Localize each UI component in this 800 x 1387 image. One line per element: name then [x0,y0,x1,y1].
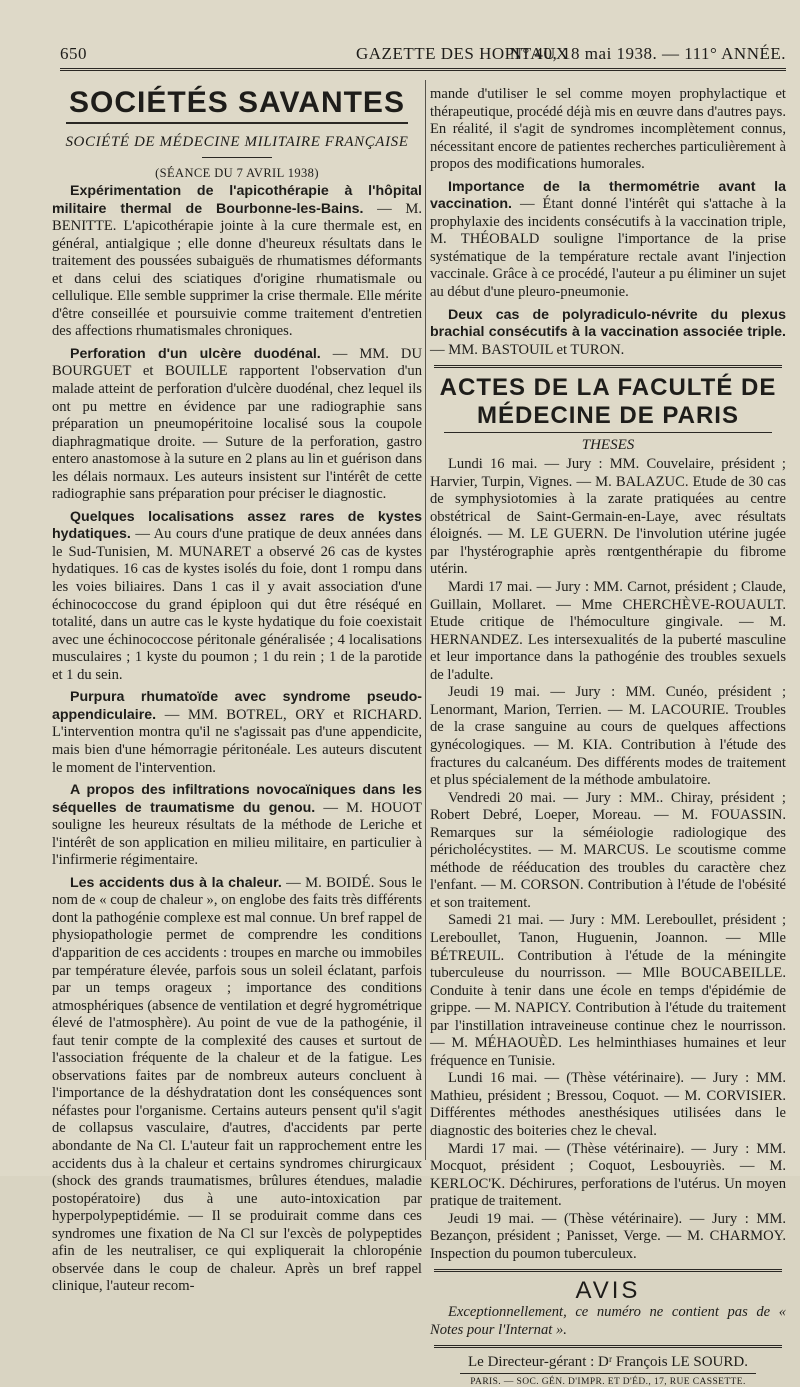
journal-title: GAZETTE DES HOPITAUX [356,44,569,63]
divider [434,365,782,368]
article-title: A propos des infiltrations novocaïniques dans les séquelles de traumatisme du genou. [52,782,422,816]
article-title: Quelques localisations assez rares de kystes hydatiques. [52,508,422,543]
article-title: Importance de la thermométrie avant la vaccination. [430,178,786,213]
thesis-entry: Samedi 21 mai. — Jury : MM. Lereboullet, président ; Lereboullet, Tanon, Huguenin, Joannon. — Mlle BÉTREUIL. Contribution à l'étude de la méningite tuberculeuse du nourrisson. — Mlle BOUCABEILLE. Conduite à tenir dans une école en temps d'épidémie de grippe. — M. NAPICY. Contribution à l'étude du traitement par l'instillation intraveineuse continue chez le nourrisson. — M. MÉHAOUÈD. Les helminthiases humaines et leur fréquence en Tunisie. [430,912,786,1069]
right-column [430,86,786,1387]
article-text: — MM. BOTREL, ORY et RICHARD. L'intervention montra qu'il ne s'agissait pas d'une appendicite, mais bien d'une hémorragie péritonéale. Les auteurs discutent le moment de l'intervention. [52,706,422,776]
left-column [52,86,422,1296]
thesis-entry: Lundi 16 mai. — Jury : MM. Couvelaire, président ; Harvier, Turpin, Vignes. — M. BALAZUC. Etude de 30 cas de symphysiotomies à la zarate pratiquées au centre obstétrical de Saint-Germain-en-Laye, avec résultats éloignés. — M. LE GUERN. De l'involution utérine jugée par l'hystérographie après rœntgenthérapie du fibrome utérin. [430,456,786,578]
article-paragraph [52,346,422,504]
article-text: — Étant donné l'intérêt qui s'attache à la prophylaxie des incidents consécutifs à la vaccination triple, M. THÉOBALD souligne l'importance de la prise systématique de la température rectale avant l'injection vaccinale. Grâce à ce procédé, l'auteur a pu éliminer un sujet au début d'une pleuro-pneumonie. [430,196,786,301]
society-heading: SOCIÉTÉ DE MÉDECINE MILITAIRE FRANÇAISE [65,134,409,150]
divider [444,432,772,433]
director-line: Le Directeur-gérant : Dʳ François LE SOURD. [468,1354,748,1371]
article-paragraph [52,875,422,1296]
article-title: Deux cas de polyradiculo-névrite du plexus brachial consécutifs à la vaccination associée triple. [430,306,786,341]
article-title: Purpura rhumatoïde avec syndrome pseudo-appendiculaire. [52,689,422,723]
article-text: — M. HOUOT souligne les heureux résultats de la méthode de Leriche et l'intérêt de son application en milieu militaire, en particulier à l'infirmerie régimentaire. [52,799,422,869]
imprint-line: PARIS. — SOC. GÉN. D'IMPR. ET D'ÉD., 17, RUE CASSETTE. [470,1377,746,1387]
article-paragraph [52,782,422,870]
article-text: — MM. DU BOURGUET et BOUILLE rapportent l'observation d'un malade atteint de perforation d'ulcère duodénal, chez lequel ils ont pu mettre en évidence par une radiographie sans préparation un pneumopéritoine localisé sous la coupole diaphragmatique droite. — Suture de la perforation, gastro entero anastomose à la suture en 2 plans au lin et guérison dans les délais normaux. Les auteurs insistent sur l'intérêt de cette radiographie sans préparation pour préciser le diagnostic. [52,345,423,503]
article-paragraph [430,307,786,360]
avis-title: AVIS [575,1277,641,1305]
theses-label: THESES [581,437,635,454]
header-rule [60,68,786,71]
article-paragraph [52,689,422,777]
article-text: — Au cours d'une pratique de deux années dans le Sud-Tunisien, M. MUNARET a observé 26 cas de kystes hydatiques. 16 cas de kystes isolés du foie, dont 1 rompu dans les voies biliaires. Dans 1 cas il y avait association d'une échinococcose du grand épiploon qui dut être réséqué en totalité, dans un autre cas le kyste hydatique du foie coexistait avec une échinococcose péritonale généralisée ; 4 localisations musculaires ; 1 kyste du poumon ; 1 du rein ; 1 de la parotide et 1 du sein. [52,526,422,683]
issue-info: N° 40, 18 mai 1938. — 111° ANNÉE. [509,44,786,63]
page-number: 650 [60,44,87,63]
article-title: Perforation d'un ulcère duodénal. [70,345,321,362]
column-divider [425,80,426,1160]
running-head [60,44,786,66]
thesis-entry: Jeudi 19 mai. — Jury : MM. Cunéo, président ; Lenormant, Marion, Terrien. — M. LACOURIE. Troubles de la crase sanguine au cours de quelques affections gynécologiques. — M. KIA. Contribution à l'étude des fractures du calcanéum. Des différents modes de traitement et plus spécialement de la méthode ambulatoire. [430,684,786,789]
divider [434,1345,782,1348]
section-title-faculte: ACTES DE LA FACULTÉ DE MÉDECINE DE PARIS [439,374,777,430]
article-paragraph [52,183,422,341]
article-text: — MM. BASTOUIL et TURON. [430,341,625,358]
divider [460,1373,756,1374]
thesis-entry: Vendredi 20 mai. — Jury : MM.. Chiray, président ; Robert Debré, Loeper, Moreau. — M. FOUASSIN. Remarques sur la séméiologie radiologique des péricholécystites. — M. MARCUS. Le scoutisme comme méthode de rééducation des troubles du caractère chez l'enfant. — M. CORSON. Contribution à l'étude de l'obésité et son traitement. [430,789,786,911]
article-paragraph [430,179,786,302]
continuation-paragraph: mande d'utiliser le sel comme moyen prophylactique et thérapeutique, procédé déjà mis en œuvre dans d'autres pays. En réalité, il s'agit de syndromes incomplètement connus, nécessitant encore de patientes recherches particulièrement à propos des modifications humorales. [430,86,786,173]
thesis-entry: Lundi 16 mai. — (Thèse vétérinaire). — Jury : MM. Mathieu, président ; Bressou, Coquot. — M. CORVISIER. Différentes méthodes anesthésiques utilisées dans le diagnostic des boiteries chez le cheval. [430,1070,786,1139]
thesis-entry: Mardi 17 mai. — Jury : MM. Carnot, président ; Claude, Guillain, Mollaret. — Mme CHERCHÈVE-ROUAULT. Etude critique de l'hémoculture gingivale. — M. HERNANDEZ. Les intersexualités de la puberté masculine et leur importance dans la pathogénie des troubles sexuels de l'adulte. [430,579,786,683]
article-paragraph [52,509,422,684]
thesis-entry: Mardi 17 mai. — (Thèse vétérinaire). — Jury : MM. Mocquot, président ; Coquot, Lesbouyriès. — M. KERLOC'K. Déchirures, perforations de l'utérus. Un moyen pratique de traitement. [430,1140,786,1210]
session-date: (SÉANCE DU 7 AVRIL 1938) [155,166,319,180]
article-text: — M. BOIDÉ. Sous le nom de « coup de chaleur », on englobe des faits très différents dont la pathogénie complexe est mal connue. Un bref rappel de physiopathologie permet de comprendre les conditions d'apparition de ces accidents : troupes en marche ou immobiles par température élevée, parfois sous un soleil éclatant, parfois par un temps orageux ; importance des conditions atmosphériques (absence de ventilation et degré hygrométrique élevé de l'atmosphère). Au point de vue de la pathogénie, il faut tenir compte de la complexité des causes et surtout de l'association fréquente de la chaleur et de la fatigue. Les observations faites par de nombreux auteurs concluent à l'importance de la déshydratation dont les conséquences sont néfastes pour l'organisme. Certains auteurs pensent qu'il s'agit de collapsus vasculaire, d'autres, d'accidents par perte abondante de Na Cl. L'auteur fait un rapprochement entre les accidents dus à la chaleur et certains syndromes chirurgicaux (shock des grands traumatismes, brûlures étendues, maladie postopératoire) dus à une auto-intoxication par hyperpolypeptidémie. — Il se produirait comme dans ces syndromes une fixation de Na Cl sur l'excès de polypeptides afin de les neutraliser, ce qui expliquerait la chloropénie observée dans le coup de chaleur. Après un bref rappel clinique, l'auteur recom- [52,874,422,1295]
divider [202,157,272,158]
article-text: — M. BENITTE. L'apicothérapie jointe à la cure thermale est, en général, antialgique ; elle donne d'heureux résultats dans le traitement des poussées subaiguës de rhumatismes déformants et dans celui des sciatiques d'origine rhumatismale ou cellulique. Elle semble supprimer la crise thermale. Elle mérite d'être conseillée et poursuivie comme traitement d'entretien des affections rhumatismales chroniques. [52,200,422,340]
section-title-societes: SOCIÉTÉS SAVANTES [69,86,405,119]
article-title: Expérimentation de l'apicothérapie à l'hôpital militaire thermal de Bourbonne-les-Bains. [52,183,422,217]
divider [434,1269,782,1272]
thesis-entry: Jeudi 19 mai. — (Thèse vétérinaire). — Jury : MM. Bezançon, président ; Panisset, Verge. — M. CHARMOY. Inspection du poumon tuberculeux. [430,1210,786,1262]
divider [66,122,408,124]
avis-text: Exceptionnellement, ce numéro ne contient pas de « Notes pour l'Internat ». [430,1304,786,1338]
article-title: Les accidents dus à la chaleur. [70,874,282,891]
